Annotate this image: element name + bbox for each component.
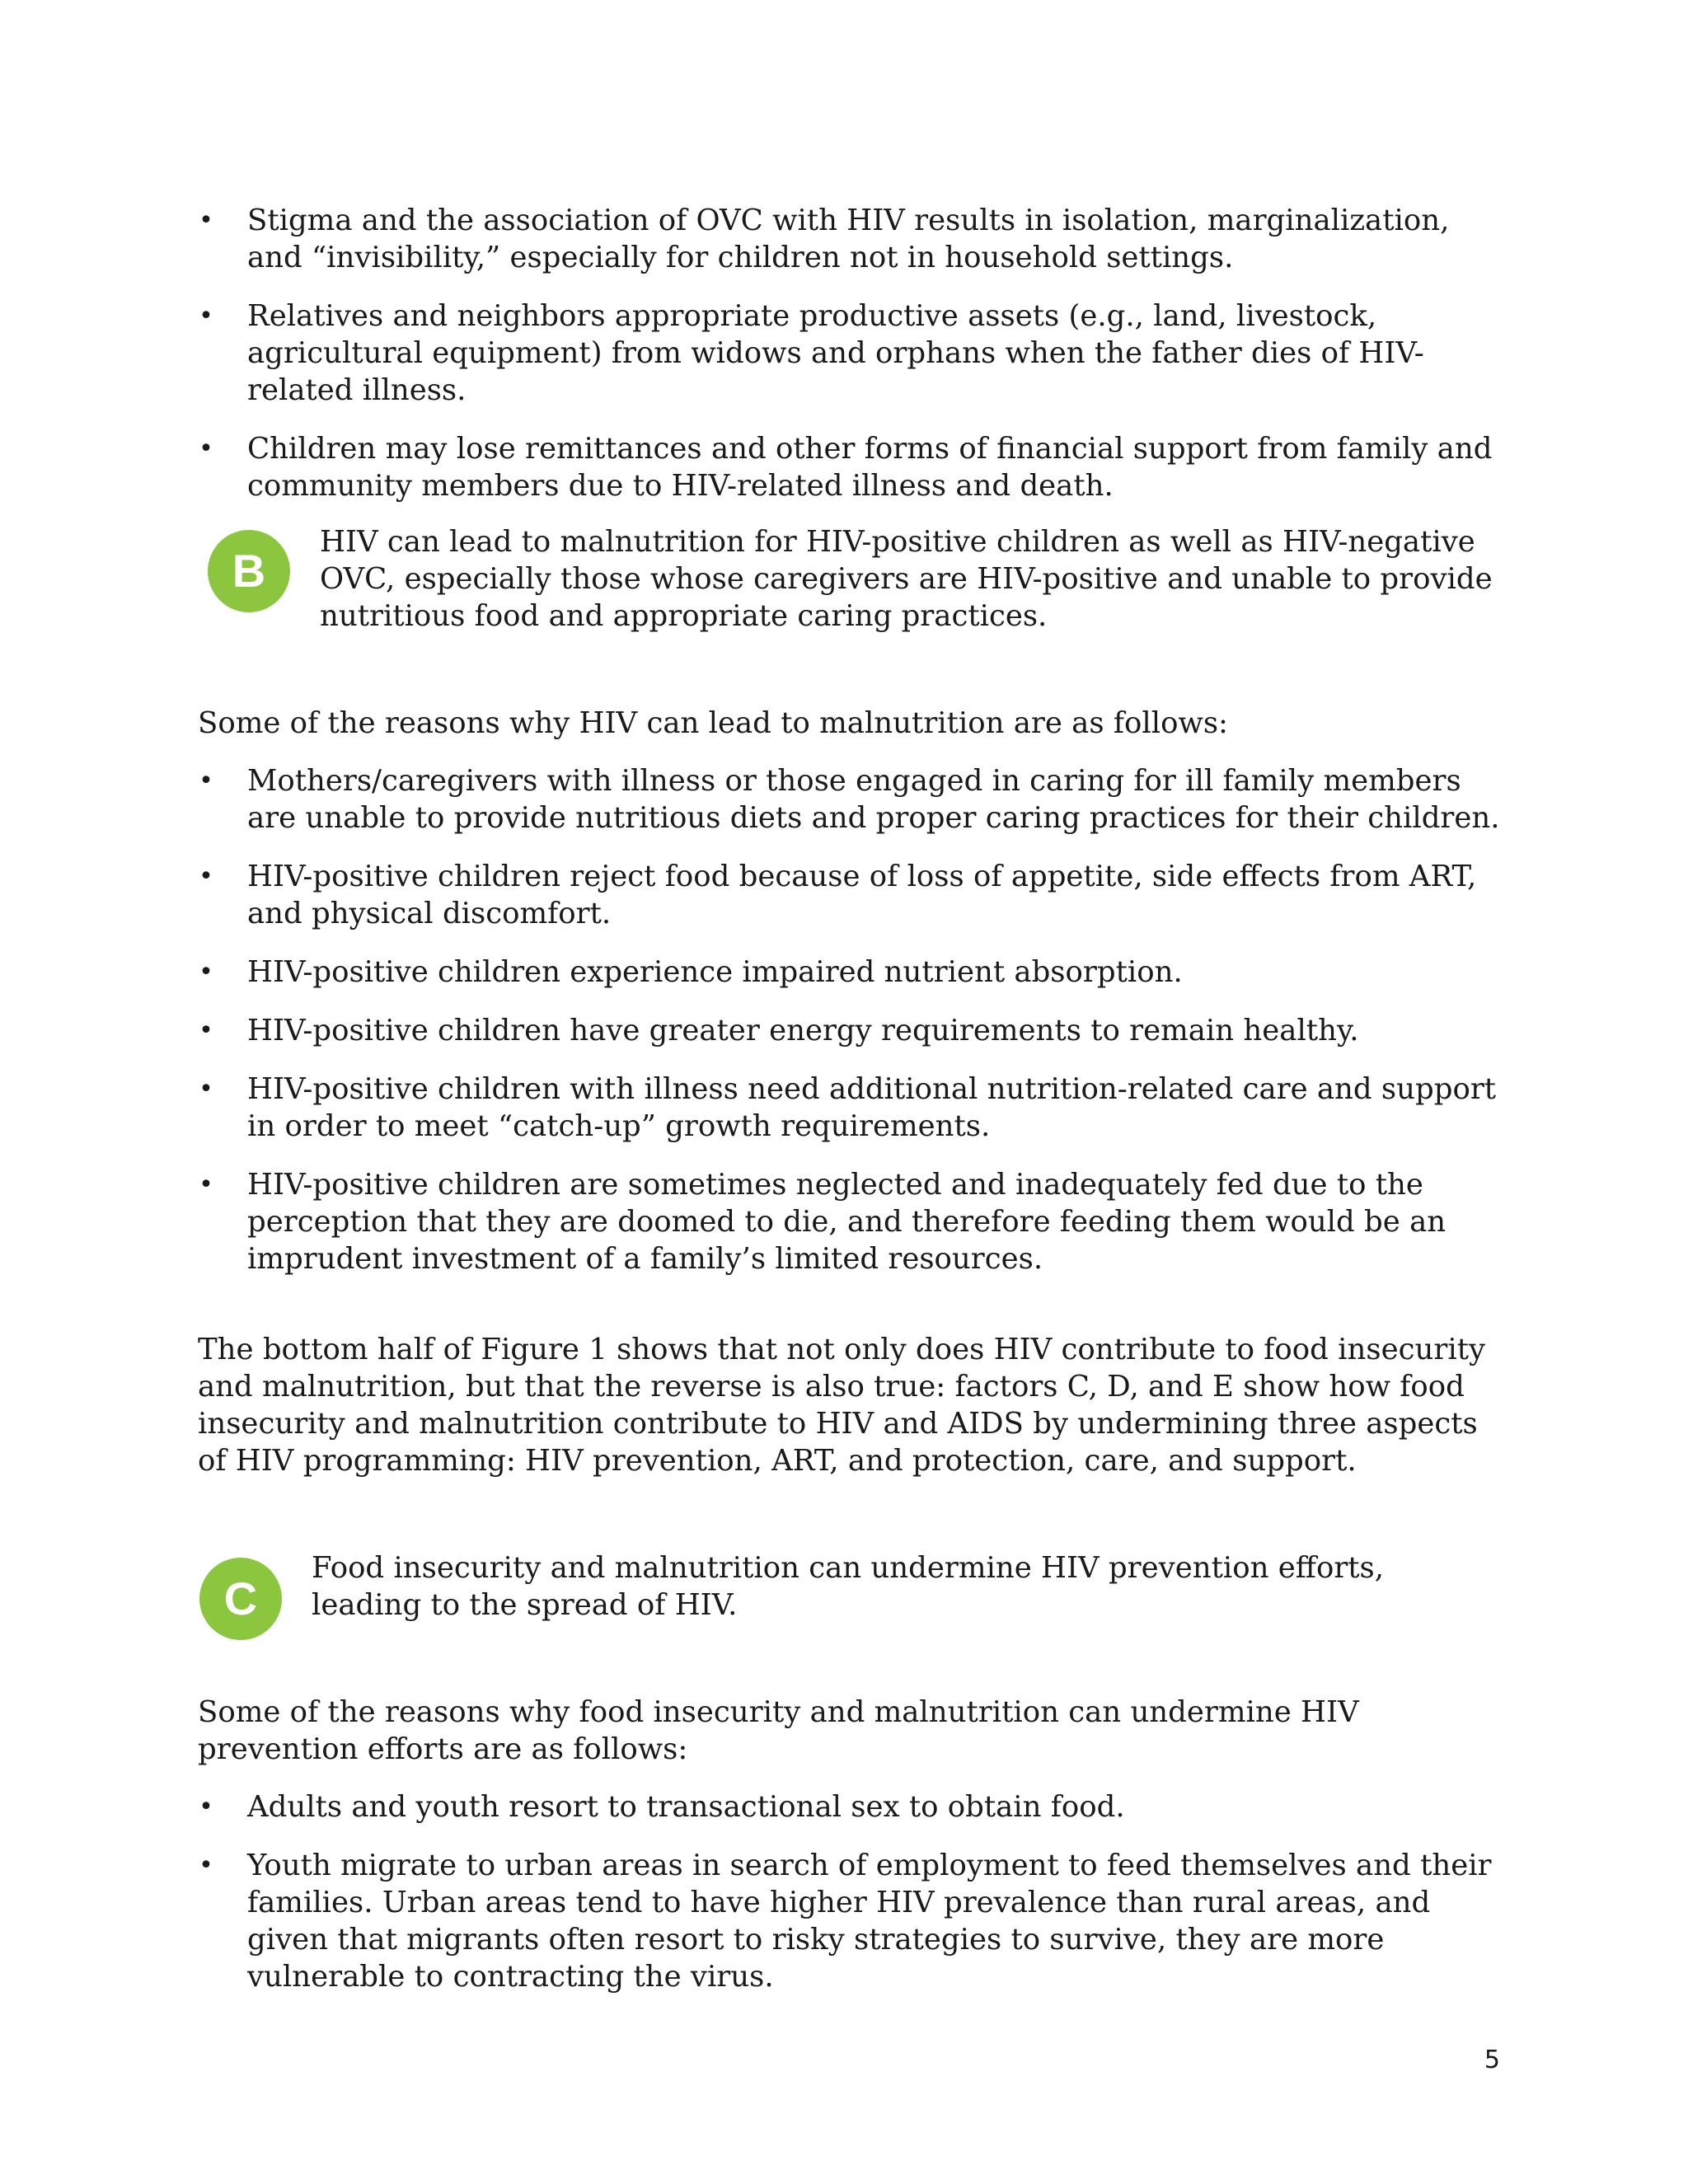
bullet-icon: •: [199, 1016, 213, 1045]
callout-c-text: Food insecurity and malnutrition can undermine HIV prevention efforts, leading to the spread of HIV.: [312, 1551, 1385, 1622]
intro-paragraph-b: Some of the reasons why HIV can lead to malnutrition are as follows:: [198, 706, 1229, 740]
list-item: • HIV-positive children experience impaired nutrient absorption.: [199, 955, 1183, 989]
list-item: • Stigma and the association of OVC with HIV results in isolation, marginalization, and “invisibility,” especially for children not in household settings.: [199, 204, 1450, 274]
list-item: • Mothers/caregivers with illness or those engaged in caring for ill family members are unable to provide nutritious diets and proper caring practices for their children.: [199, 764, 1500, 835]
callout-c: [198, 1549, 1500, 1640]
bullet-icon: •: [199, 206, 213, 235]
list-item: • HIV-positive children reject food because of loss of appetite, side effects from ART, and physical discomfort.: [199, 860, 1477, 930]
callout-b: [198, 523, 1500, 655]
callout-b-text: HIV can lead to malnutrition for HIV-positive children as well as HIV-negative OVC, especially those whose caregivers are HIV-positive and unable to provide nutritious food and appropriate caring practices.: [320, 525, 1493, 633]
bullet-icon: •: [199, 302, 213, 330]
list-item: • Adults and youth resort to transactional sex to obtain food.: [199, 1790, 1125, 1824]
bullet-list-ovc-impacts: [198, 202, 1500, 504]
bullet-icon: •: [199, 862, 213, 891]
bullet-list: [198, 202, 1500, 504]
bullet-icon: •: [199, 958, 213, 987]
list-item: • HIV-positive children have greater energy requirements to remain healthy.: [199, 1014, 1359, 1047]
bullet-icon: •: [199, 766, 213, 795]
bullet-icon: •: [199, 1793, 213, 1821]
list-item: • Relatives and neighbors appropriate productive assets (e.g., land, livestock, agricultural equipment) from widows and orphans when the father dies of HIV-related illness.: [199, 299, 1424, 407]
list-item: • Children may lose remittances and other forms of financial support from family and community members due to HIV-related illness and death.: [199, 432, 1493, 503]
list-item: • HIV-positive children are sometimes neglected and inadequately fed due to the perception that they are doomed to die, and therefore feeding them would be an imprudent investment of a family’s limited resources.: [199, 1168, 1447, 1276]
intro-paragraph-c: Some of the reasons why food insecurity and malnutrition can undermine HIV prevention efforts are as follows:: [198, 1695, 1359, 1766]
list-item: • Youth migrate to urban areas in search of employment to feed themselves and their families. Urban areas tend to have higher HIV prevalence than rural areas, and given that migrants often resort to risky strategies to survive, they are more vulnerable to contracting the virus.: [199, 1849, 1492, 1994]
bullet-list-malnutrition-reasons: [198, 762, 1500, 1277]
list-item: • HIV-positive children with illness need additional nutrition-related care and support in order to meet “catch-up” growth requirements.: [199, 1072, 1497, 1143]
letter-b-badge-icon: B: [208, 530, 290, 612]
bullet-list: [198, 1788, 1500, 1995]
page-number: 5: [1484, 2046, 1500, 2074]
bullet-list: [198, 762, 1500, 1277]
bullet-icon: •: [199, 1851, 213, 1880]
bullet-icon: •: [199, 1170, 213, 1199]
letter-c-badge-icon: C: [199, 1558, 282, 1640]
figure-paragraph: The bottom half of Figure 1 shows that not only does HIV contribute to food insecurity and malnutrition, but that the reverse is also true: factors C, D, and E show how food insecurity and malnutrition contribute to HIV and AIDS by undermining three aspects of HIV programming: HIV prevention, ART, and protection, care, and support.: [198, 1333, 1486, 1478]
bullet-list-prevention-reasons: [198, 1788, 1500, 1995]
bullet-icon: •: [199, 1075, 213, 1104]
bullet-icon: •: [199, 434, 213, 463]
